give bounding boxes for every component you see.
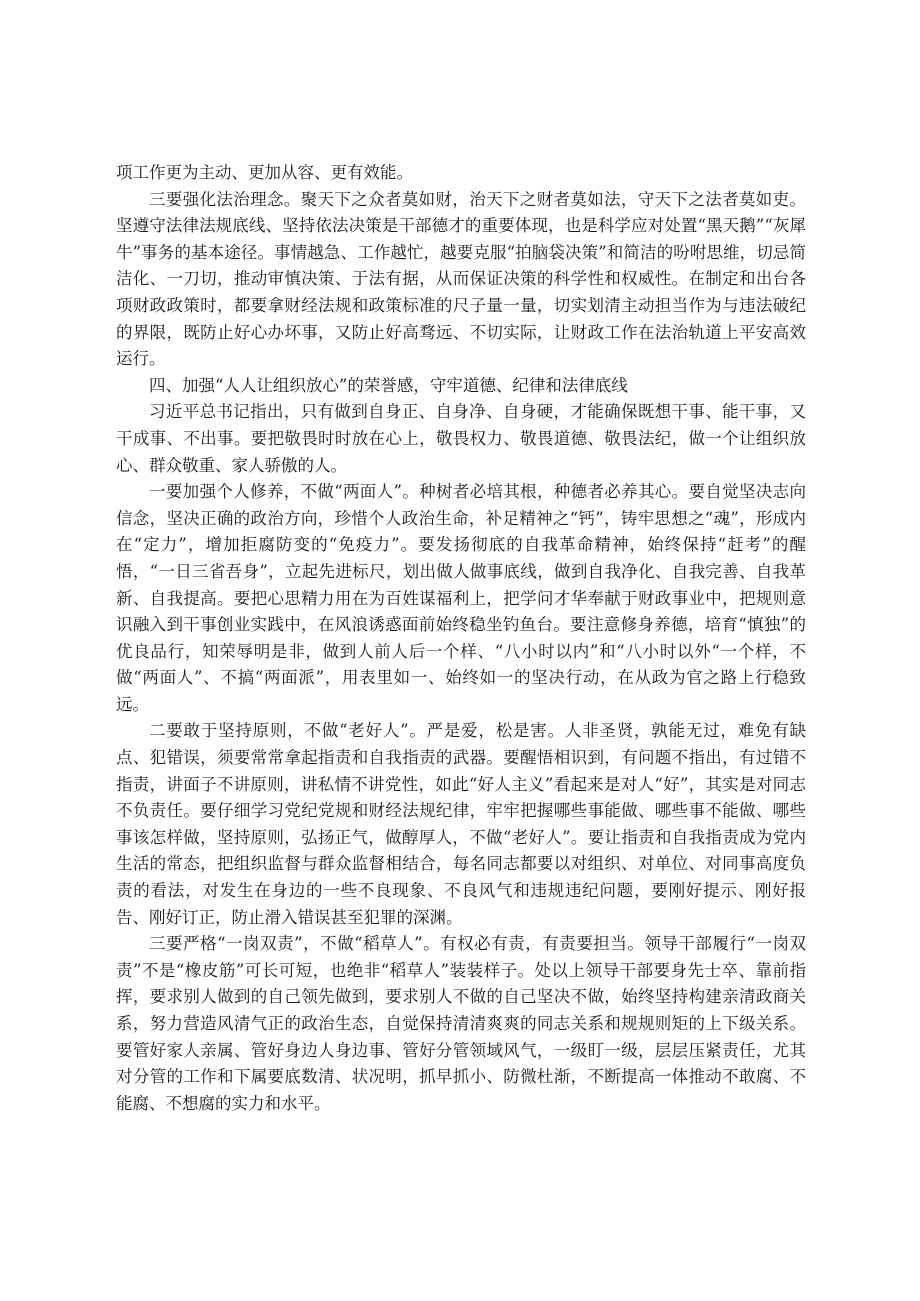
paragraph-continuation: 项工作更为主动、更加从容、更有效能。 [116, 163, 413, 182]
paragraph-dual-responsibility: 三要严格“一岗双责”，不做“稻草人”。有权必有责，有责要担当。领导干部履行“一岗双责”不是“橡皮筋”可长可短，也绝非“稻草人”装装样子。处以上领导干部要身先士卒、靠前指挥，要求别人做到的自己领先做到，要求别人不做的自己坚决不做，始终坚持构建亲清政商关系，努力营造风清气正的政治生态，自觉保持清清爽爽的同志关系和规规则矩的上下级关系。要管好家人亲属、管好身边人身边事、管好分管领域风气，一级盯一级，层层压紧责任，尤其对分管的工作和下属要底数清、状况明，抓早抓小、防微杜渐，不断提高一体推动不敢腐、不能腐、不想腐的实力和水平。 [116, 934, 806, 1113]
paragraph-rule-of-law: 三要强化法治理念。聚天下之众者莫如财，治天下之财者莫如法，守天下之法者莫如吏。坚遵守法律法规底线、坚持依法决策是干部德才的重要体现，也是科学应对处置“黑天鹅”“灰犀牛”事务的基本途径。事情越急、工作越忙，越要克服“拍脑袋决策”和简洁的吩咐思维，切忌简洁化、一刀切，推动审慎决策、于法有据，从而保证决策的科学性和权威性。在制定和出台各项财政政策时，都要拿财经法规和政策标准的尺子量一量，切实划清主动担当作为与违法破纪的界限，既防止好心办坏事，又防止好高骛远、不切实际，让财政工作在法治轨道上平安高效运行。 [116, 189, 806, 369]
paragraph-personal-cultivation: 一要加强个人修养，不做“两面人”。种树者必培其根，种德者必养其心。要自觉坚决志向信念，坚决正确的政治方向，珍惜个人政治生命，补足精神之“钙”，铸牢思想之“魂”，形成内在“定力”，增加拒腐防变的“免疫力”。要发扬彻底的自我革命精神，始终保持“赶考”的醒悟，“一日三省吾身”，立起先进标尺，划出做人做事底线，做到自我净化、自我完善、自我革新、自我提高。要把心思精力用在为百姓谋福利上，把学问才华奉献于财政事业中，把规则意识融入到干事创业实践中，在风浪诱惑面前始终稳坐钓鱼台。要注意修身养德，培育“慎独”的优良品行，知荣辱明是非，做到人前人后一个样、“八小时以内”和“八小时以外“一个样，不做“两面人”、不搞“两面派”，用表里如一、始终如一的坚决行动，在从政为官之路上行稳致远。 [116, 482, 806, 714]
paragraph-adhere-principles: 二要敢于坚持原则，不做“老好人”。严是爱，松是害。人非圣贤，孰能无过，难免有缺点、犯错误，须要常常拿起指责和自我指责的武器。要醒悟相识到，有问题不指出，有过错不指责，讲面子不讲原则，讲私情不讲党性，如此“好人主义”看起来是对人“好”，其实是对同志不负责任。要仔细学习党纪党规和财经法规纪律，牢牢把握哪些事能做、哪些事不能做、哪些事该怎样做，坚持原则，弘扬正气，做醇厚人，不做“老好人”。要让指责和自我指责成为党内生活的常态，把组织监督与群众监督相结合，每名同志都要以对组织、对单位、对同事高度负责的看法，对发生在身边的一些不良现象、不良风气和违规违纪问题，要刚好提示、刚好报告、刚好订正，防止滑入错误甚至犯罪的深渊。 [116, 721, 806, 927]
document-body [116, 160, 806, 1117]
paragraph-quote: 习近平总书记指出，只有做到自身正、自身净、自身硬，才能确保既想干事、能干事，又干成事、不出事。要把敬畏时时放在心上，敬畏权力、敬畏道德、敬畏法纪，做一个让组织放心、群众敬重、家人骄傲的人。 [116, 402, 806, 475]
section-heading-four: 四、加强“人人让组织放心”的荣誉感，守牢道德、纪律和法律底线 [149, 375, 628, 395]
